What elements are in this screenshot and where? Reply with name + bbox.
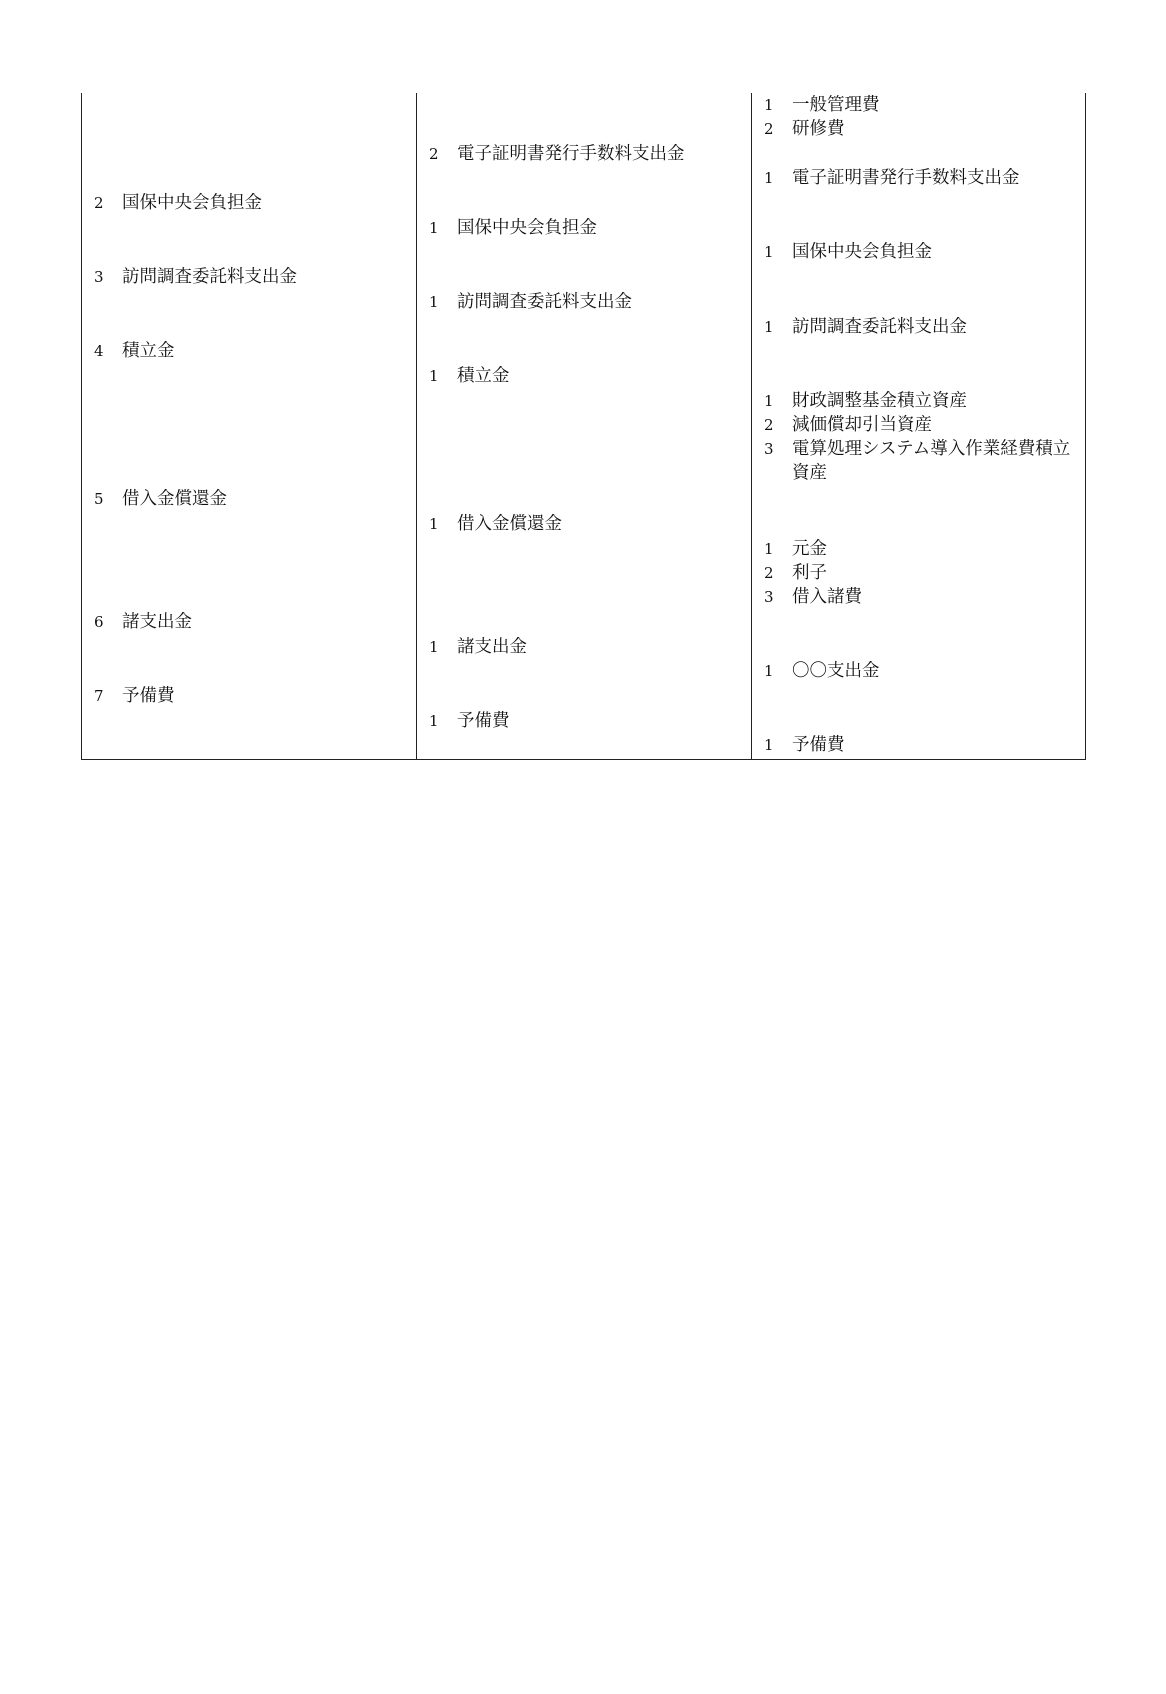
list-item — [764, 437, 1077, 485]
item-number: 1 — [429, 367, 439, 385]
item-number: 1 — [764, 318, 774, 336]
list-item — [429, 364, 510, 388]
item-label: 借入金償還金 — [122, 489, 227, 509]
budget-items-table — [81, 93, 1086, 760]
item-label: 借入諸費 — [792, 587, 862, 607]
list-item — [429, 290, 632, 314]
item-number: 1 — [764, 540, 774, 558]
table-column-2 — [417, 93, 752, 759]
item-label: 一般管理費 — [792, 95, 880, 115]
item-label: 諸支出金 — [457, 637, 527, 657]
item-label: 〇〇支出金 — [792, 661, 880, 681]
item-number: 7 — [94, 687, 104, 705]
item-label: 積立金 — [122, 341, 175, 361]
list-item — [764, 413, 932, 437]
list-item — [429, 512, 562, 536]
item-label: 利子 — [792, 563, 827, 583]
item-number: 2 — [764, 416, 774, 434]
item-number: 1 — [429, 293, 439, 311]
list-item — [764, 389, 967, 413]
item-label: 減価償却引当資産 — [792, 415, 932, 435]
item-label: 元金 — [792, 539, 827, 559]
item-label: 訪問調査委託料支出金 — [122, 267, 297, 287]
list-item — [764, 117, 845, 141]
list-item — [429, 635, 527, 659]
list-item — [94, 191, 262, 215]
item-label: 国保中央会負担金 — [122, 193, 262, 213]
list-item — [764, 659, 880, 683]
item-number: 6 — [94, 613, 104, 631]
item-number: 1 — [429, 515, 439, 533]
list-item — [764, 537, 827, 561]
list-item — [429, 709, 510, 733]
item-number: 1 — [764, 96, 774, 114]
item-number: 1 — [764, 392, 774, 410]
item-number: 2 — [94, 194, 104, 212]
list-item — [94, 610, 192, 634]
list-item — [764, 733, 845, 757]
item-label: 借入金償還金 — [457, 514, 562, 534]
item-number: 3 — [94, 268, 104, 286]
item-label: 積立金 — [457, 366, 510, 386]
item-number: 1 — [429, 219, 439, 237]
item-label: 国保中央会負担金 — [457, 218, 597, 238]
list-item — [94, 339, 175, 363]
item-label: 予備費 — [457, 711, 510, 731]
table-column-3 — [752, 93, 1087, 759]
item-number: 1 — [764, 243, 774, 261]
list-item — [764, 315, 967, 339]
item-number: 1 — [764, 736, 774, 754]
list-item — [764, 166, 1020, 190]
item-label: 国保中央会負担金 — [792, 242, 932, 262]
item-number: 2 — [429, 145, 439, 163]
item-number: 2 — [764, 564, 774, 582]
item-number: 3 — [764, 588, 774, 606]
list-item — [429, 142, 685, 166]
item-number: 5 — [94, 490, 104, 508]
list-item — [764, 585, 862, 609]
table-column-1 — [82, 93, 417, 759]
item-label: 研修費 — [792, 119, 845, 139]
item-number: 1 — [429, 638, 439, 656]
item-label: 訪問調査委託料支出金 — [792, 317, 967, 337]
item-number: 2 — [764, 120, 774, 138]
item-label: 電子証明書発行手数料支出金 — [457, 144, 685, 164]
item-label: 予備費 — [122, 686, 175, 706]
item-label: 訪問調査委託料支出金 — [457, 292, 632, 312]
list-item — [94, 265, 297, 289]
item-label: 諸支出金 — [122, 612, 192, 632]
item-number: 1 — [764, 662, 774, 680]
item-label: 財政調整基金積立資産 — [792, 391, 967, 411]
list-item — [94, 487, 227, 511]
item-number: 3 — [764, 440, 774, 458]
item-label: 予備費 — [792, 735, 845, 755]
item-label: 電算処理システム導入作業経費積立資産 — [792, 439, 1071, 483]
list-item — [429, 216, 597, 240]
list-item — [94, 684, 175, 708]
item-label: 電子証明書発行手数料支出金 — [792, 168, 1020, 188]
list-item — [764, 561, 827, 585]
item-number: 1 — [764, 169, 774, 187]
item-number: 4 — [94, 342, 104, 360]
list-item — [764, 240, 932, 264]
item-number: 1 — [429, 712, 439, 730]
list-item — [764, 93, 880, 117]
